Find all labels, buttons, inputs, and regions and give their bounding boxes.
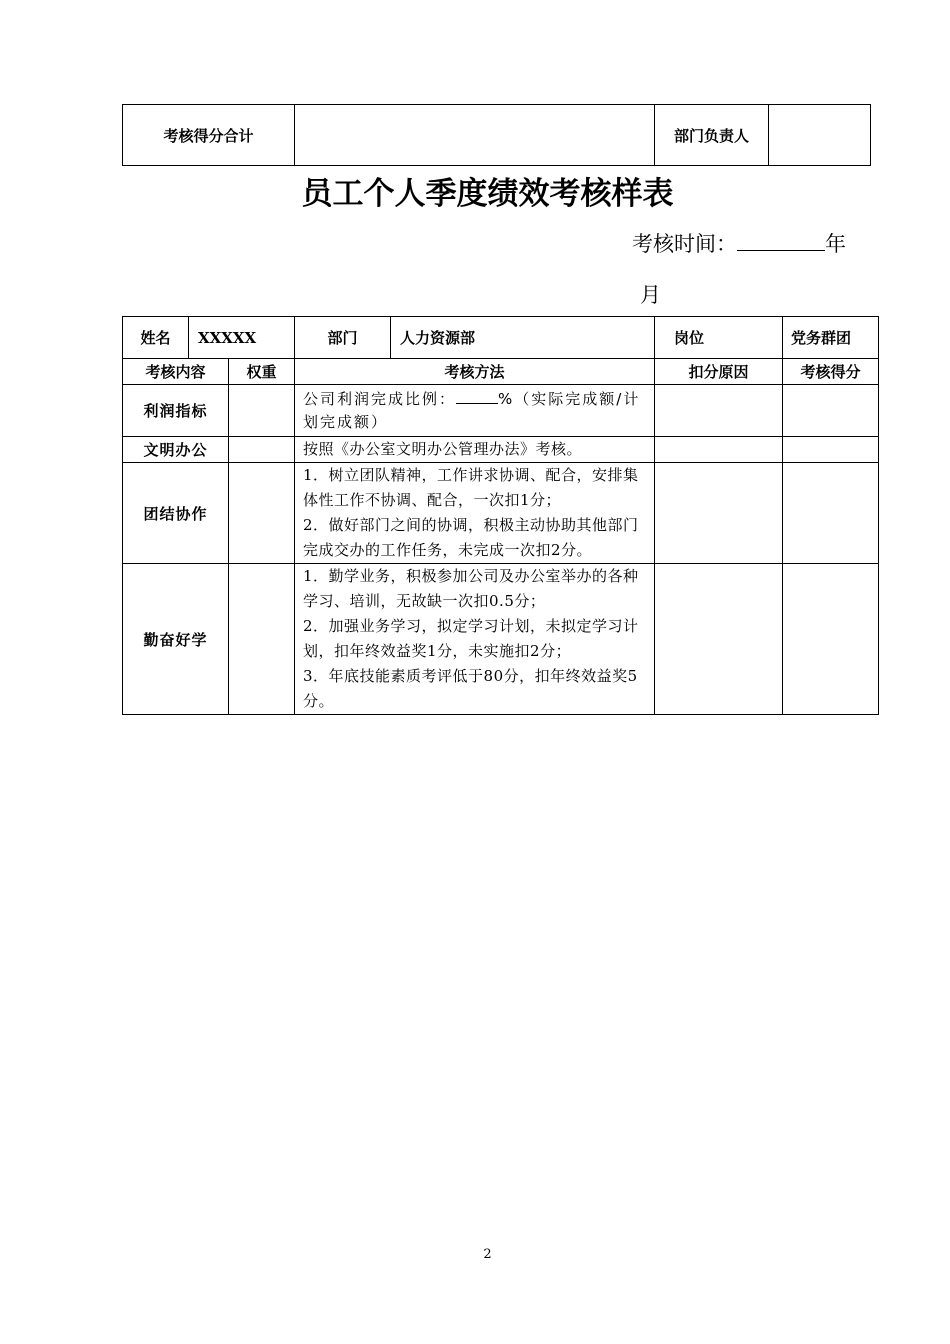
manager-label: 部门负责人 — [655, 105, 769, 166]
deduction-reason-cell[interactable] — [655, 385, 783, 437]
header-weight: 权重 — [229, 359, 295, 385]
category-cell: 利润指标 — [123, 385, 229, 437]
post-label: 岗位 — [655, 317, 783, 359]
method-text: 3．年底技能素质考评低于80分，扣年终效益奖5分。 — [303, 667, 638, 710]
weight-cell[interactable] — [229, 437, 295, 463]
dept-value: 人力资源部 — [391, 317, 655, 359]
table-row — [123, 437, 879, 463]
table-row — [123, 385, 879, 437]
year-blank[interactable] — [737, 228, 825, 251]
assessment-date — [632, 228, 846, 259]
header-score: 考核得分 — [783, 359, 879, 385]
deduction-reason-cell[interactable] — [655, 564, 783, 715]
month-suffix: 月 — [640, 283, 661, 307]
method-cell — [295, 564, 655, 715]
method-text: 2．加强业务学习，拟定学习计划，未拟定学习计划，扣年终效益奖1分，未实施扣2分； — [303, 617, 639, 660]
method-text: %（实际完成额/计划完成额） — [303, 389, 641, 431]
total-score-field[interactable] — [295, 105, 655, 166]
method-text: 1．树立团队精神，工作讲求协调、配合，安排集体性工作不协调、配合，一次扣1分； — [303, 466, 639, 509]
method-text: 按照《办公室文明办公管理办法》考核。 — [303, 440, 583, 458]
method-cell — [295, 385, 655, 437]
score-cell[interactable] — [783, 437, 879, 463]
method-cell — [295, 437, 655, 463]
deduction-reason-cell[interactable] — [655, 463, 783, 564]
post-value: 党务群团 — [783, 317, 879, 359]
page-number: 2 — [483, 1247, 492, 1262]
header-deduction-reason: 扣分原因 — [655, 359, 783, 385]
weight-cell[interactable] — [229, 463, 295, 564]
category-cell: 文明办公 — [123, 437, 229, 463]
year-suffix: 年 — [825, 232, 846, 256]
page-title: 员工个人季度绩效考核样表 — [301, 176, 674, 212]
method-text: 1．勤学业务，积极参加公司及办公室举办的各种学习、培训，无故缺一次扣0.5分； — [303, 567, 639, 610]
manager-field[interactable] — [769, 105, 871, 166]
total-score-label: 考核得分合计 — [123, 105, 295, 166]
category-cell: 勤奋好学 — [123, 564, 229, 715]
date-label: 考核时间： — [632, 232, 737, 256]
table-row — [123, 564, 879, 715]
method-cell — [295, 463, 655, 564]
score-cell[interactable] — [783, 463, 879, 564]
header-content: 考核内容 — [123, 359, 229, 385]
score-cell[interactable] — [783, 385, 879, 437]
assessment-table — [122, 316, 879, 715]
deduction-reason-cell[interactable] — [655, 437, 783, 463]
name-label: 姓名 — [123, 317, 189, 359]
category-cell: 团结协作 — [123, 463, 229, 564]
name-value: XXXXX — [189, 317, 295, 359]
method-text: 2．做好部门之间的协调，积极主动协助其他部门完成交办的工作任务，未完成一次扣2分。 — [303, 516, 639, 559]
table-row — [123, 463, 879, 564]
method-text: 公司利润完成比例： — [303, 389, 457, 408]
weight-cell[interactable] — [229, 385, 295, 437]
weight-cell[interactable] — [229, 564, 295, 715]
dept-label: 部门 — [295, 317, 391, 359]
header-method: 考核方法 — [295, 359, 655, 385]
score-cell[interactable] — [783, 564, 879, 715]
summary-table — [122, 104, 871, 166]
ratio-blank[interactable] — [456, 389, 498, 404]
